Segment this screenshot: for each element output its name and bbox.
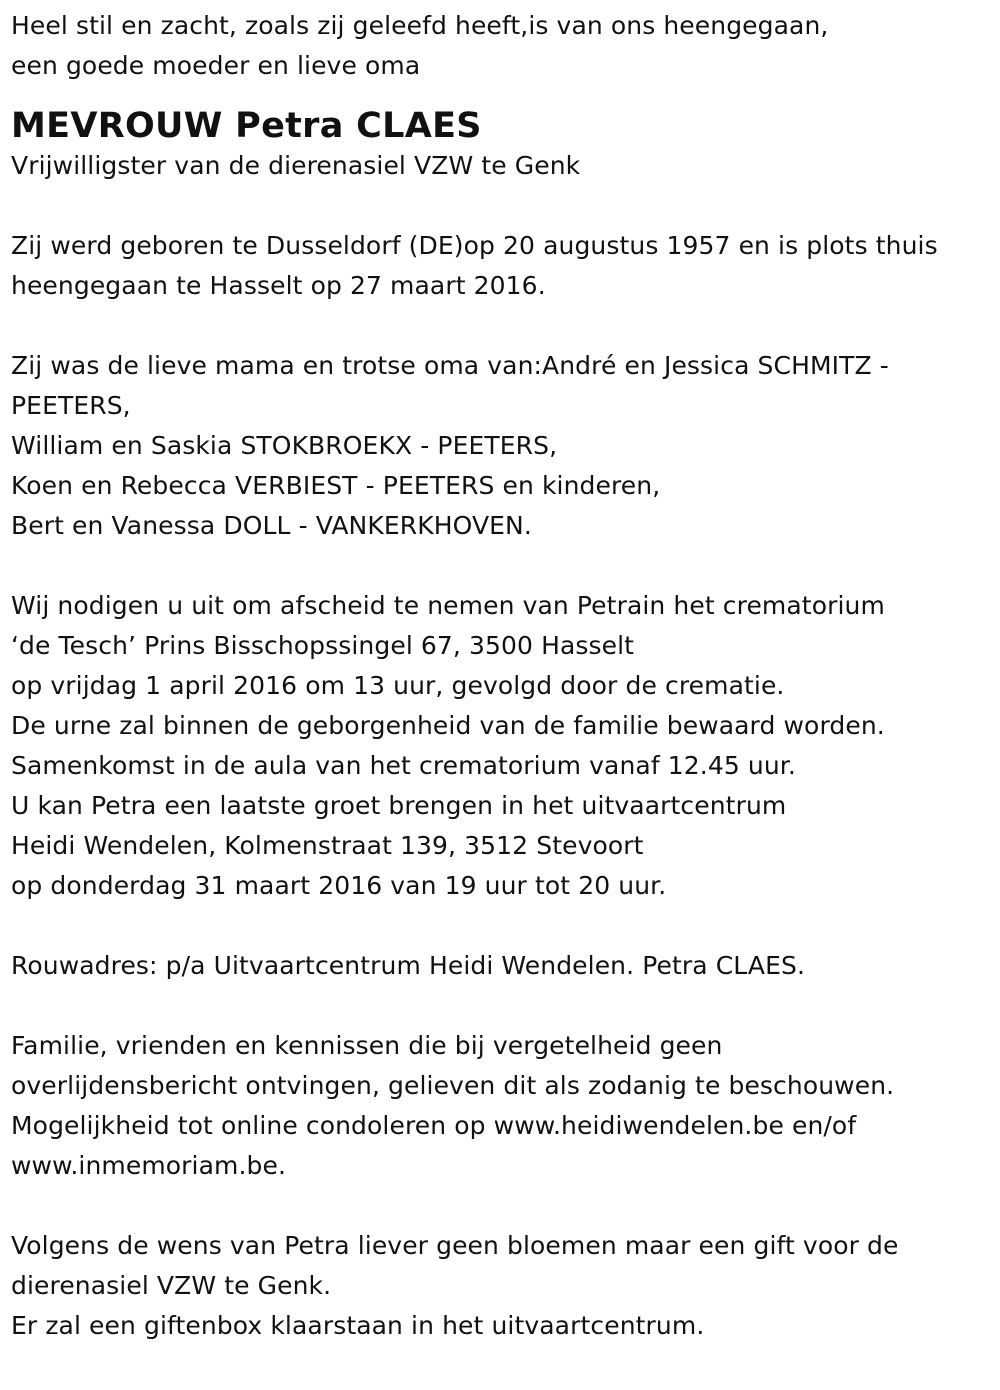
intro-line: Heel stil en zacht, zoals zij geleefd heeft,is van ons heengegaan, [11,11,829,40]
section-spacer [11,186,993,226]
family-line: Bert en Vanessa DOLL - VANKERKHOVEN. [11,511,532,540]
birth-death-line: Zij werd geboren te Dusseldorf (DE)op 20 augustus 1957 en is plots thuis [11,231,938,260]
ceremony-line: op vrijdag 1 april 2016 om 13 uur, gevolgd door de crematie. [11,671,785,700]
birth-death-section [11,226,993,306]
deceased-section [11,106,993,186]
section-spacer [11,546,993,586]
ceremony-line: De urne zal binnen de geborgenheid van de familie bewaard worden. [11,711,885,740]
notice-section [11,1026,993,1186]
ceremony-line: op donderdag 31 maart 2016 van 19 uur tot 20 uur. [11,871,667,900]
notice-line: www.inmemoriam.be. [11,1151,287,1180]
address-section [11,946,993,986]
deceased-role: Vrijwilligster van de dierenasiel VZW te Genk [11,151,581,180]
wish-line: dierenasiel VZW te Genk. [11,1271,332,1300]
section-spacer [11,986,993,1026]
obituary-document [11,6,993,1346]
wish-line: Er zal een giftenbox klaarstaan in het uitvaartcentrum. [11,1311,705,1340]
section-spacer [11,906,993,946]
family-line: William en Saskia STOKBROEKX - PEETERS, [11,431,558,460]
deceased-name: MEVROUW Petra CLAES [11,106,482,146]
intro-section [11,6,993,86]
wish-section [11,1226,993,1346]
ceremony-line: Heidi Wendelen, Kolmenstraat 139, 3512 Stevoort [11,831,644,860]
birth-death-line: heengegaan te Hasselt op 27 maart 2016. [11,271,546,300]
notice-line: Familie, vrienden en kennissen die bij vergetelheid geen [11,1031,723,1060]
intro-line: een goede moeder en lieve oma [11,51,421,80]
ceremony-line: U kan Petra een laatste groet brengen in het uitvaartcentrum [11,791,787,820]
family-line: Zij was de lieve mama en trotse oma van:André en Jessica SCHMITZ - [11,351,889,380]
notice-line: Mogelijkheid tot online condoleren op www.heidiwendelen.be en/of [11,1111,857,1140]
family-section [11,346,993,546]
ceremony-line: Wij nodigen u uit om afscheid te nemen van Petrain het crematorium [11,591,885,620]
section-spacer [11,306,993,346]
section-spacer [11,86,993,102]
family-line: PEETERS, [11,391,131,420]
mourning-address: Rouwadres: p/a Uitvaartcentrum Heidi Wendelen. Petra CLAES. [11,951,806,980]
notice-line: overlijdensbericht ontvingen, gelieven dit als zodanig te beschouwen. [11,1071,895,1100]
ceremony-line: Samenkomst in de aula van het crematorium vanaf 12.45 uur. [11,751,796,780]
family-line: Koen en Rebecca VERBIEST - PEETERS en kinderen, [11,471,661,500]
wish-line: Volgens de wens van Petra liever geen bloemen maar een gift voor de [11,1231,899,1260]
section-spacer [11,1186,993,1226]
ceremony-section [11,586,993,906]
ceremony-line: ‘de Tesch’ Prins Bisschopssingel 67, 3500 Hasselt [11,631,635,660]
